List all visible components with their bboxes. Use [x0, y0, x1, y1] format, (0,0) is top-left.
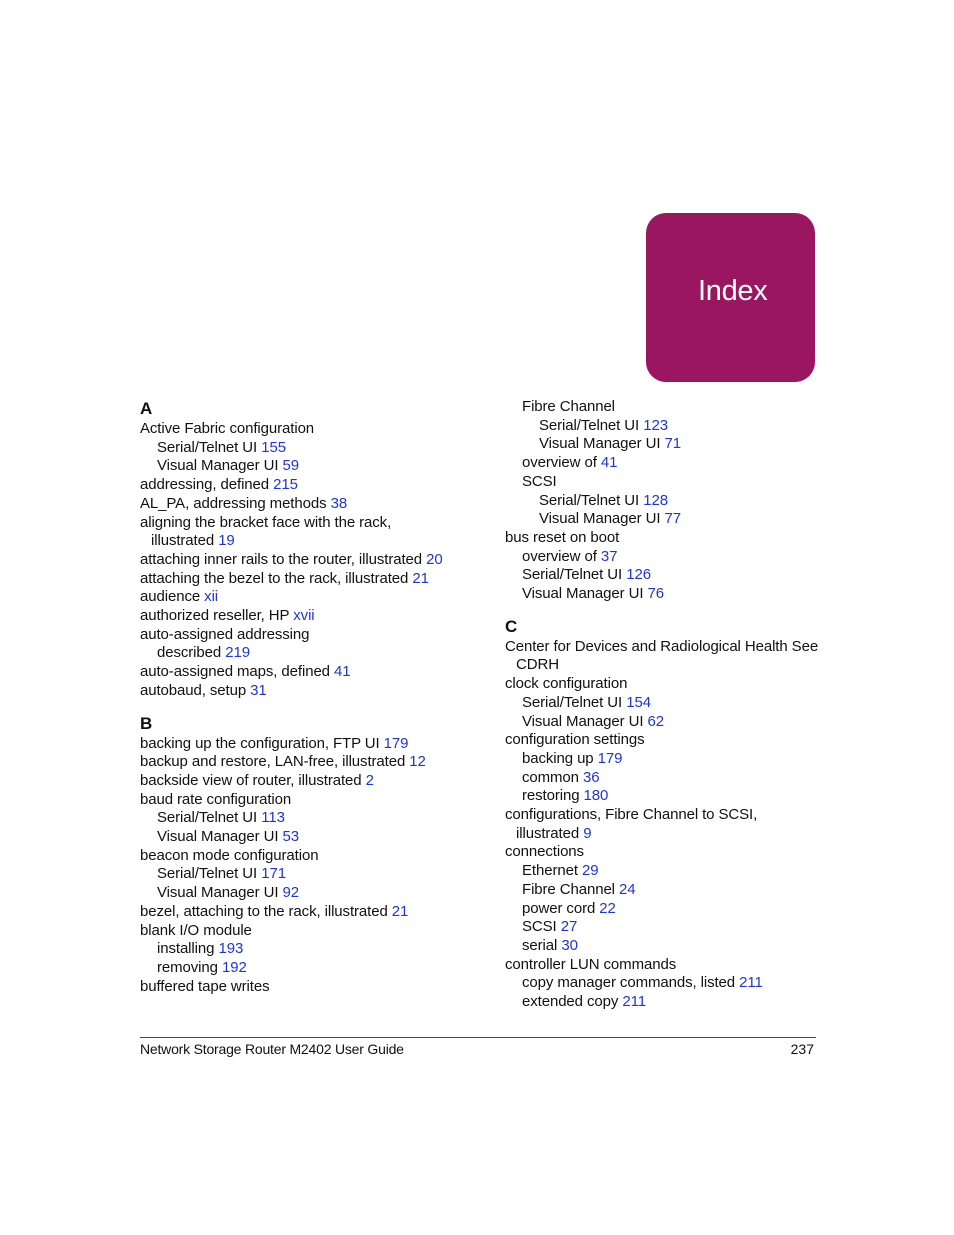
- page-reference-link[interactable]: xvii: [293, 607, 315, 625]
- index-entry-text: Visual Manager UI: [539, 510, 661, 528]
- index-entry: [505, 585, 825, 604]
- index-column-right: [505, 398, 825, 1012]
- page-reference-link[interactable]: 27: [560, 918, 578, 936]
- index-entry: [140, 476, 470, 495]
- page-reference-link[interactable]: 36: [583, 768, 600, 786]
- index-entry: [505, 993, 825, 1012]
- index-entry: [140, 809, 470, 828]
- page-reference-link[interactable]: 211: [739, 974, 763, 992]
- index-entry-text: Visual Manager UI: [157, 457, 279, 475]
- index-entry: [140, 439, 470, 458]
- index-entry: [140, 570, 470, 589]
- page-reference-link[interactable]: 76: [647, 585, 664, 603]
- index-entry-text: backside view of router, illustrated: [140, 771, 362, 789]
- index-entry: [505, 918, 825, 937]
- index-entry-text: connections: [505, 843, 584, 861]
- index-entry-text: Center for Devices and Radiological Health See: [505, 637, 819, 655]
- index-entry-text: configuration settings: [505, 731, 645, 749]
- index-entry: [505, 750, 825, 769]
- index-entry-text: clock configuration: [505, 675, 628, 693]
- index-entry: [505, 787, 825, 806]
- index-entry: [505, 956, 825, 975]
- index-entry: [505, 937, 825, 956]
- index-entry: [140, 978, 470, 997]
- index-entry: [140, 551, 470, 570]
- page-reference-link[interactable]: 71: [664, 435, 681, 453]
- index-letter-heading: C: [505, 616, 518, 636]
- index-entry-text: Fibre Channel: [522, 398, 615, 415]
- page-reference-link[interactable]: 41: [334, 663, 351, 681]
- index-entry: [505, 731, 825, 750]
- index-entry: [140, 495, 470, 514]
- index-entry-text: buffered tape writes: [140, 977, 270, 995]
- page-reference-link[interactable]: 92: [282, 884, 299, 902]
- index-entry-text: backing up the configuration, FTP UI: [140, 734, 380, 752]
- index-entry-text: serial: [522, 936, 558, 954]
- index-entry-text: power cord: [522, 899, 596, 917]
- index-entry-text: Ethernet: [522, 862, 578, 880]
- page-reference-link[interactable]: 41: [600, 454, 618, 472]
- index-entry: [140, 959, 470, 978]
- page-reference-link[interactable]: 38: [330, 494, 348, 512]
- page-reference-link[interactable]: 154: [626, 693, 651, 711]
- page-reference-link[interactable]: 21: [412, 569, 429, 587]
- index-entry-text: SCSI: [522, 918, 557, 936]
- index-entry: [140, 884, 470, 903]
- index-chapter-tab: [646, 213, 815, 382]
- index-entry-text: SCSI: [522, 472, 557, 490]
- index-entry-text: CDRH: [516, 656, 559, 674]
- page-reference-link[interactable]: 123: [643, 416, 668, 434]
- page-reference-link[interactable]: 179: [597, 749, 623, 767]
- index-entry: [505, 862, 825, 881]
- index-entry-text: Serial/Telnet UI: [522, 566, 623, 584]
- index-entry-text: backing up: [522, 749, 594, 767]
- index-entry-text: Active Fabric configuration: [140, 420, 315, 437]
- index-entry-text: aligning the bracket face with the rack,: [140, 513, 392, 531]
- index-entry-text: Visual Manager UI: [539, 435, 661, 453]
- page-reference-link[interactable]: 24: [619, 880, 636, 898]
- page-reference-link[interactable]: 9: [583, 824, 592, 842]
- index-entry: [140, 847, 470, 866]
- page-reference-link[interactable]: 113: [261, 809, 285, 827]
- index-entry-text: authorized reseller, HP: [140, 607, 290, 625]
- index-entry: [140, 735, 470, 754]
- page-reference-link[interactable]: 211: [622, 993, 646, 1011]
- index-entry: [140, 903, 470, 922]
- index-entry: [505, 974, 825, 993]
- index-entry: [140, 865, 470, 884]
- index-entry: [140, 626, 470, 645]
- page-reference-link[interactable]: 126: [626, 566, 651, 584]
- index-entry: [505, 843, 825, 862]
- page-reference-link[interactable]: 193: [218, 940, 244, 958]
- page-reference-link[interactable]: 179: [383, 734, 409, 752]
- index-entry: [505, 900, 825, 919]
- index-entry: [505, 417, 825, 436]
- index-entry: [505, 454, 825, 473]
- index-entry-text: illustrated: [151, 532, 215, 550]
- index-entry: [505, 435, 825, 454]
- page-reference-link[interactable]: 215: [273, 476, 298, 494]
- index-entry: [140, 682, 470, 701]
- index-entry: [505, 694, 825, 713]
- index-letter-heading: A: [140, 399, 153, 418]
- index-entry-text: configurations, Fibre Channel to SCSI,: [505, 806, 758, 824]
- index-entry-text: bezel, attaching to the rack, illustrated: [140, 902, 388, 920]
- index-entry-text: overview of: [522, 454, 597, 472]
- footer-divider: [140, 1037, 816, 1038]
- index-entry: [140, 940, 470, 959]
- index-entry-text: audience: [140, 588, 201, 606]
- page-reference-link[interactable]: 20: [426, 550, 443, 568]
- page-reference-link[interactable]: 77: [664, 510, 681, 528]
- index-entry-text: Visual Manager UI: [157, 884, 279, 902]
- index-entry: [140, 607, 470, 626]
- index-entry: [140, 532, 470, 551]
- page-reference-link[interactable]: 155: [261, 438, 286, 456]
- index-entry-text: Visual Manager UI: [522, 585, 644, 603]
- index-entry-text: attaching the bezel to the rack, illustrated: [140, 569, 409, 587]
- page-reference-link[interactable]: 53: [282, 828, 299, 846]
- page-reference-link[interactable]: 2: [365, 771, 374, 789]
- index-entry: [140, 514, 470, 533]
- page-reference-link[interactable]: 29: [581, 862, 599, 880]
- index-entry: [505, 510, 825, 529]
- page-reference-link[interactable]: 22: [599, 899, 616, 917]
- index-entry: [140, 644, 470, 663]
- page-title: Index: [698, 275, 768, 307]
- index-entry: [140, 791, 470, 810]
- index-entry: [505, 548, 825, 567]
- page-reference-link[interactable]: 21: [391, 902, 409, 920]
- index-entry-text: removing: [157, 958, 218, 976]
- index-entry-text: auto-assigned maps, defined: [140, 663, 330, 681]
- index-entry-text: common: [522, 768, 579, 786]
- page-reference-link[interactable]: 12: [409, 753, 426, 771]
- index-column-left: [140, 398, 470, 996]
- index-entry-text: restoring: [522, 787, 580, 805]
- index-entry-text: Serial/Telnet UI: [539, 491, 640, 509]
- page-reference-link[interactable]: 180: [583, 787, 609, 805]
- index-entry: [140, 772, 470, 791]
- index-entry-text: installing: [157, 940, 215, 958]
- index-entry: [505, 492, 825, 511]
- index-entry: [140, 420, 470, 439]
- index-entry-text: Serial/Telnet UI: [157, 438, 258, 456]
- index-entry: [140, 663, 470, 682]
- footer-page-number: 237: [790, 1041, 814, 1057]
- index-entry: [505, 806, 825, 825]
- index-entry: [140, 922, 470, 941]
- footer-document-title: Network Storage Router M2402 User Guide: [140, 1041, 404, 1057]
- index-entry-text: extended copy: [522, 993, 619, 1011]
- index-entry: [505, 398, 825, 417]
- index-entry: [140, 753, 470, 772]
- page-reference-link[interactable]: 19: [218, 532, 235, 550]
- page-reference-link[interactable]: 37: [600, 547, 618, 565]
- index-entry-text: backup and restore, LAN-free, illustrated: [140, 753, 406, 771]
- page-reference-link[interactable]: 219: [225, 644, 250, 662]
- index-entry-text: overview of: [522, 547, 597, 565]
- index-entry-text: illustrated: [516, 824, 580, 842]
- index-entry: [140, 588, 470, 607]
- index-letter-heading: B: [140, 713, 153, 733]
- index-entry: [505, 656, 825, 675]
- index-entry: [505, 529, 825, 548]
- index-entry-text: Fibre Channel: [522, 880, 615, 898]
- index-entry-text: described: [157, 644, 222, 662]
- index-entry-text: copy manager commands, listed: [522, 974, 736, 992]
- page-reference-link[interactable]: 192: [221, 958, 247, 976]
- index-entry-text: Serial/Telnet UI: [157, 809, 258, 827]
- page-reference-link[interactable]: 62: [647, 712, 664, 730]
- index-entry-text: Serial/Telnet UI: [522, 693, 623, 711]
- index-entry-text: attaching inner rails to the router, illustrated: [140, 550, 423, 568]
- index-entry: [140, 828, 470, 847]
- page-reference-link[interactable]: 171: [261, 865, 286, 883]
- index-entry-text: Visual Manager UI: [522, 712, 644, 730]
- index-entry-text: autobaud, setup: [140, 681, 247, 699]
- index-entry-text: baud rate configuration: [140, 790, 292, 808]
- index-entry: [140, 457, 470, 476]
- index-entry: [505, 769, 825, 788]
- page-reference-link[interactable]: 59: [282, 457, 299, 475]
- index-entry: [505, 473, 825, 492]
- index-entry-text: Serial/Telnet UI: [539, 416, 640, 434]
- page-reference-link[interactable]: xii: [204, 588, 219, 606]
- page-reference-link[interactable]: 128: [643, 491, 668, 509]
- index-entry: [505, 881, 825, 900]
- index-entry: [505, 713, 825, 732]
- page-reference-link[interactable]: 31: [250, 681, 267, 699]
- page-reference-link[interactable]: 30: [561, 936, 578, 954]
- index-entry: [505, 638, 825, 657]
- index-entry-text: auto-assigned addressing: [140, 625, 310, 643]
- index-entry-text: beacon mode configuration: [140, 846, 319, 864]
- index-entry: [505, 825, 825, 844]
- index-entry: [505, 566, 825, 585]
- index-entry-text: blank I/O module: [140, 921, 252, 939]
- index-entry-text: Serial/Telnet UI: [157, 865, 258, 883]
- index-entry-text: Visual Manager UI: [157, 828, 279, 846]
- index-entry-text: controller LUN commands: [505, 955, 677, 973]
- index-entry-text: bus reset on boot: [505, 528, 620, 546]
- index-entry: [505, 675, 825, 694]
- index-entry-text: addressing, defined: [140, 476, 270, 494]
- index-entry-text: AL_PA, addressing methods: [140, 494, 327, 512]
